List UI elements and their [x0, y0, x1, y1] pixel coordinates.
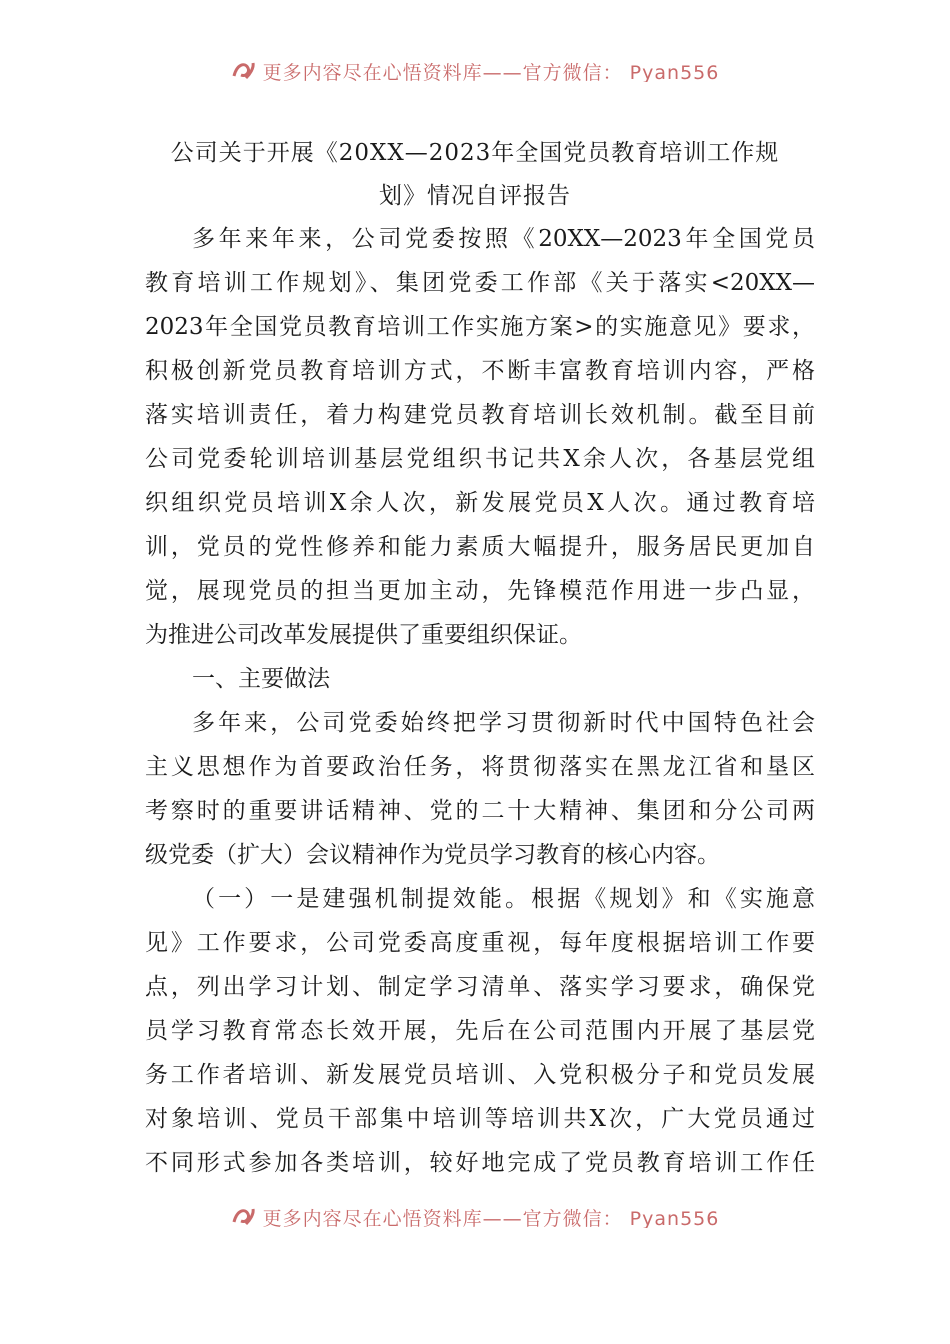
- watermark-footer: [0, 1198, 950, 1228]
- body-line: 点，列出学习计划、制定学习清单、落实学习要求，确保党: [145, 974, 815, 1000]
- logo-icon: [231, 1206, 257, 1228]
- watermark-text: 更多内容尽在心悟资料库——官方微信： Pyan556: [262, 1208, 720, 1228]
- body-line: 多年来，公司党委始终把学习贯彻新时代中国特色社会: [192, 710, 815, 736]
- document-title-line-1: 公司关于开展《20XX—2023年全国党员教育培训工作规: [170, 140, 780, 166]
- body-line: 积极创新党员教育培训方式，不断丰富教育培训内容，严格: [145, 358, 815, 384]
- body-line: 员学习教育常态长效开展，先后在公司范围内开展了基层党: [145, 1018, 815, 1044]
- body-line: 公司党委轮训培训基层党组织书记共X余人次，各基层党组: [145, 446, 815, 472]
- document-title-line-2: 划》情况自评报告: [379, 183, 571, 209]
- body-line: 2023年全国党员教育培训工作实施方案>的实施意见》要求，: [145, 314, 815, 340]
- body-line: 教育培训工作规划》、集团党委工作部《关于落实<20XX—: [145, 270, 815, 296]
- body-line: 主义思想作为首要政治任务，将贯彻落实在黑龙江省和垦区: [145, 754, 815, 780]
- body-line: 多年来年来，公司党委按照《20XX—2023年全国党员: [192, 226, 815, 252]
- section-heading: 一、主要做法: [192, 666, 330, 692]
- body-line: 见》工作要求，公司党委高度重视，每年度根据培训工作要: [145, 930, 815, 956]
- body-line: 不同形式参加各类培训，较好地完成了党员教育培训工作任: [145, 1150, 815, 1176]
- watermark-text: 更多内容尽在心悟资料库——官方微信： Pyan556: [262, 62, 720, 82]
- watermark-header: [0, 52, 950, 82]
- logo-icon: [231, 60, 257, 82]
- body-line: （一）一是建强机制提效能。根据《规划》和《实施意: [192, 886, 815, 912]
- body-line: 级党委（扩大）会议精神作为党员学习教育的核心内容。: [145, 842, 720, 868]
- body-line: 织组织党员培训X余人次，新发展党员X人次。通过教育培: [145, 490, 815, 516]
- body-line: 对象培训、党员干部集中培训等培训共X次，广大党员通过: [145, 1106, 815, 1132]
- body-line: 落实培训责任，着力构建党员教育培训长效机制。截至目前: [145, 402, 815, 428]
- body-line: 训，党员的党性修养和能力素质大幅提升，服务居民更加自: [145, 534, 815, 560]
- body-line: 为推进公司改革发展提供了重要组织保证。: [145, 622, 582, 648]
- body-line: 考察时的重要讲话精神、党的二十大精神、集团和分公司两: [145, 798, 815, 824]
- body-line: 务工作者培训、新发展党员培训、入党积极分子和党员发展: [145, 1062, 815, 1088]
- body-line: 觉，展现党员的担当更加主动，先锋模范作用进一步凸显，: [145, 578, 815, 604]
